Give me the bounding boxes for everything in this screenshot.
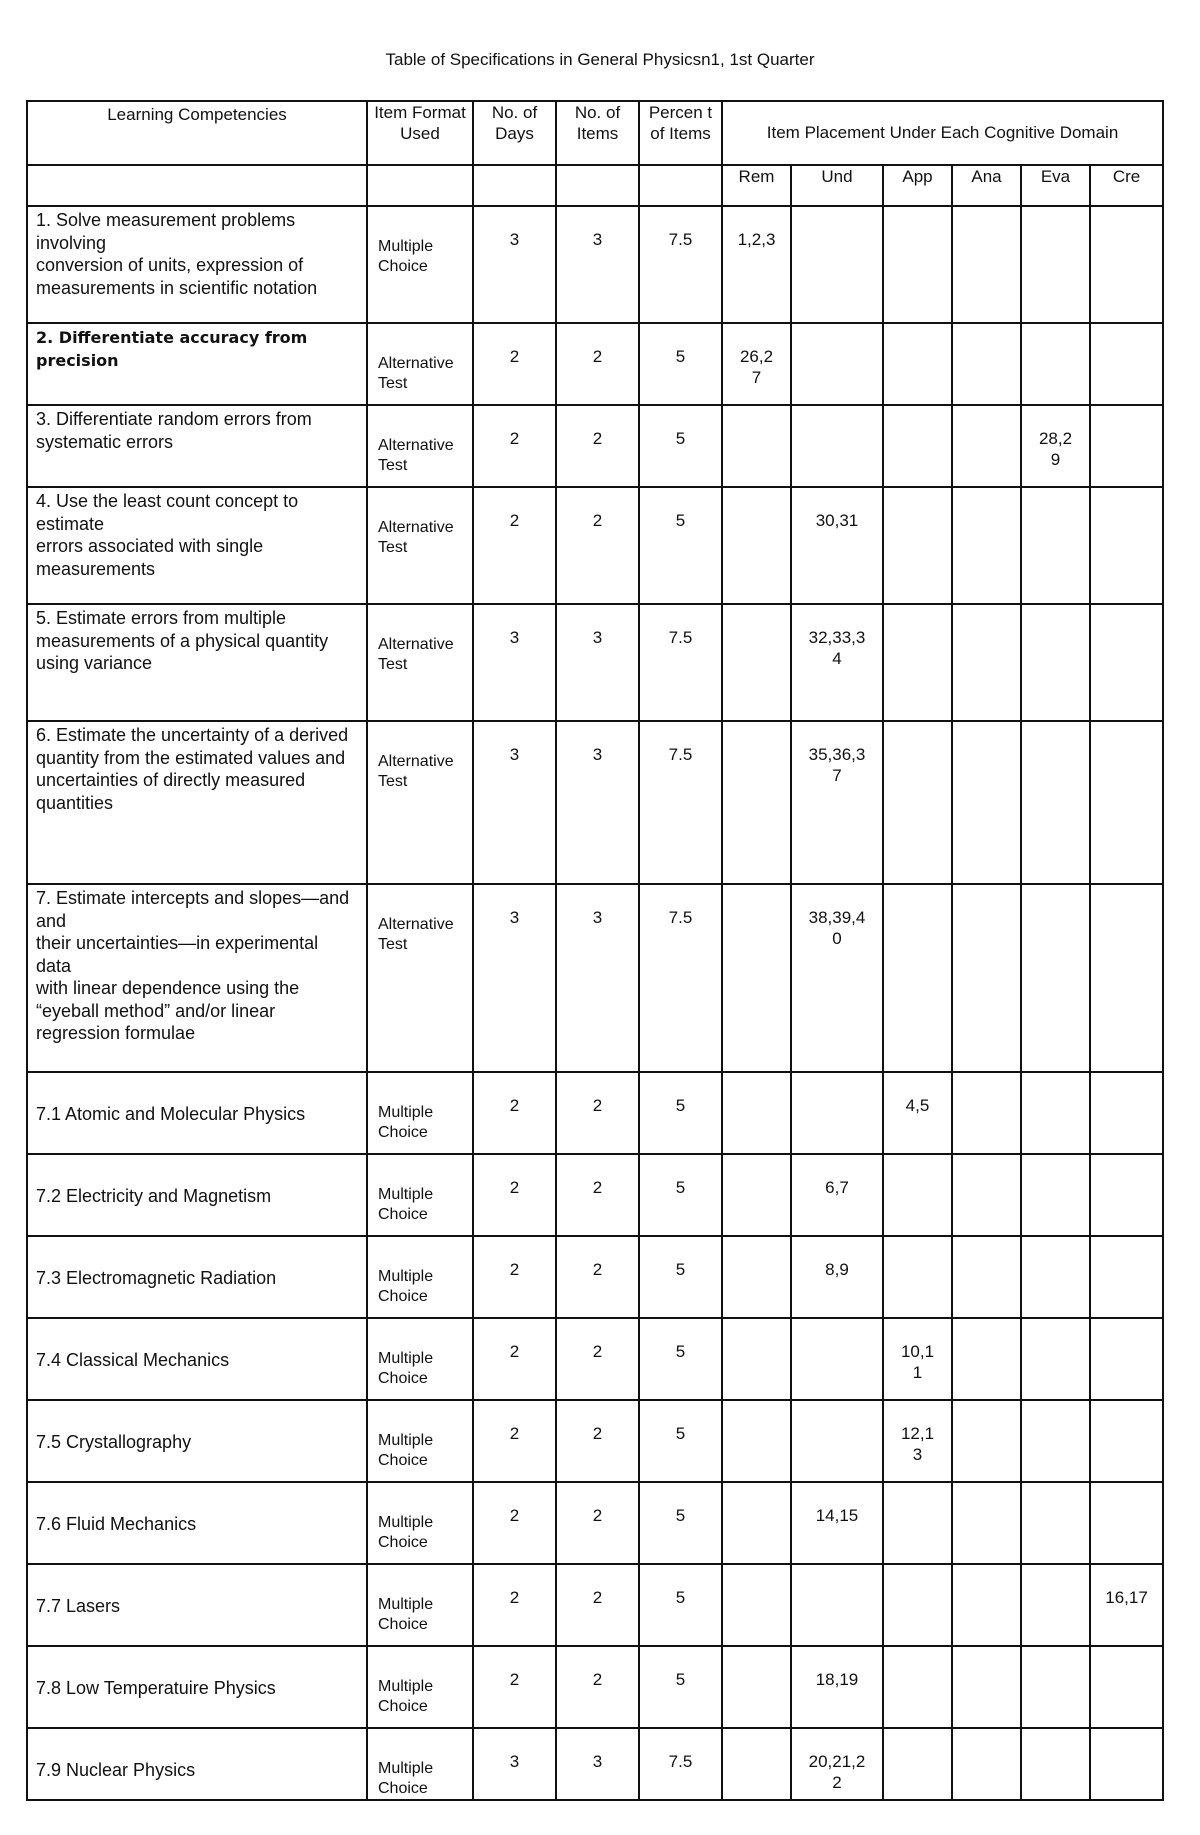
items-cell: 2 [556, 1564, 639, 1646]
competency-cell: 7.1 Atomic and Molecular Physics [27, 1072, 367, 1154]
header-placement: Item Placement Under Each Cognitive Domain [722, 101, 1163, 165]
competency-cell: 7.4 Classical Mechanics [27, 1318, 367, 1400]
days-cell: 2 [473, 1564, 556, 1646]
domain-cre: Cre [1090, 165, 1163, 206]
und-cell [791, 1072, 883, 1154]
cre-cell [1090, 1154, 1163, 1236]
cre-cell [1090, 1646, 1163, 1728]
competency-cell: 7.2 Electricity and Magnetism [27, 1154, 367, 1236]
ana-cell [952, 405, 1021, 487]
format-cell: Multiple Choice [367, 1154, 473, 1236]
eva-cell [1021, 487, 1090, 604]
table-row [27, 1072, 1163, 1154]
competency-text: 2. Differentiate accuracy from precision [36, 328, 308, 370]
app-cell [883, 884, 952, 1072]
percent-cell: 7.5 [639, 721, 722, 884]
items-cell: 2 [556, 323, 639, 405]
days-cell: 2 [473, 487, 556, 604]
und-cell [791, 323, 883, 405]
percent-cell: 5 [639, 405, 722, 487]
percent-cell: 5 [639, 1482, 722, 1564]
cre-cell [1090, 206, 1163, 323]
days-cell: 2 [473, 1482, 556, 1564]
app-cell [883, 405, 952, 487]
app-cell [883, 1236, 952, 1318]
ana-cell [952, 1400, 1021, 1482]
app-cell [883, 323, 952, 405]
cre-cell [1090, 1400, 1163, 1482]
rem-cell [722, 1318, 791, 1400]
app-cell [883, 1728, 952, 1800]
eva-cell [1021, 604, 1090, 721]
ana-cell [952, 604, 1021, 721]
table-row [27, 1318, 1163, 1400]
header-row [27, 101, 1163, 165]
eva-cell [1021, 1072, 1090, 1154]
days-cell: 3 [473, 721, 556, 884]
table-row [27, 1646, 1163, 1728]
format-cell: Multiple Choice [367, 1728, 473, 1800]
days-cell: 2 [473, 1400, 556, 1482]
competency-cell: 7.6 Fluid Mechanics [27, 1482, 367, 1564]
table-row [27, 721, 1163, 884]
domain-app: App [883, 165, 952, 206]
rem-cell [722, 884, 791, 1072]
und-cell [791, 1400, 883, 1482]
eva-cell [1021, 1482, 1090, 1564]
competency-cell: 7.7 Lasers [27, 1564, 367, 1646]
rem-cell [722, 1646, 791, 1728]
ana-cell [952, 1154, 1021, 1236]
table-row [27, 884, 1163, 1072]
rem-cell [722, 604, 791, 721]
percent-cell: 5 [639, 1564, 722, 1646]
rem-cell [722, 1072, 791, 1154]
competency-cell: 4. Use the least count concept to estimate errors associated with single measurements [27, 487, 367, 604]
header-days: No. of Days [473, 101, 556, 165]
und-cell [791, 1318, 883, 1400]
items-cell: 2 [556, 1236, 639, 1318]
items-cell: 2 [556, 1646, 639, 1728]
cre-cell [1090, 405, 1163, 487]
cre-cell [1090, 323, 1163, 405]
items-cell: 3 [556, 604, 639, 721]
format-cell: Alternative Test [367, 405, 473, 487]
percent-cell: 5 [639, 1072, 722, 1154]
cre-cell [1090, 487, 1163, 604]
app-cell [883, 1564, 952, 1646]
blank-cell [556, 165, 639, 206]
days-cell: 2 [473, 1318, 556, 1400]
cre-cell [1090, 1072, 1163, 1154]
rem-cell: 26,27 [722, 323, 791, 405]
competency-cell: 3. Differentiate random errors from systematic errors [27, 405, 367, 487]
rem-cell [722, 721, 791, 884]
percent-cell: 5 [639, 1400, 722, 1482]
page-title: Table of Specifications in General Physicsn1, 1st Quarter [385, 50, 815, 69]
competency-cell: 7. Estimate intercepts and slopes—and and their uncertainties—in experimental data with linear dependence using the “eyeball method” and/or linear regression formulae [27, 884, 367, 1072]
blank-cell [367, 165, 473, 206]
format-cell: Alternative Test [367, 884, 473, 1072]
eva-cell [1021, 323, 1090, 405]
und-cell: 20,21,22 [791, 1728, 883, 1800]
ana-cell [952, 1072, 1021, 1154]
competency-cell: 7.9 Nuclear Physics [27, 1728, 367, 1800]
ana-cell [952, 323, 1021, 405]
eva-cell [1021, 1318, 1090, 1400]
specifications-table [26, 100, 1164, 1801]
table-row [27, 1400, 1163, 1482]
format-cell: Multiple Choice [367, 1072, 473, 1154]
format-cell: Alternative Test [367, 323, 473, 405]
percent-cell: 5 [639, 1318, 722, 1400]
items-cell: 2 [556, 1154, 639, 1236]
und-cell: 30,31 [791, 487, 883, 604]
table-row [27, 206, 1163, 323]
days-cell: 2 [473, 323, 556, 405]
eva-cell [1021, 721, 1090, 884]
percent-cell: 5 [639, 323, 722, 405]
table-row [27, 487, 1163, 604]
percent-cell: 7.5 [639, 604, 722, 721]
table-row [27, 1482, 1163, 1564]
eva-cell: 28,29 [1021, 405, 1090, 487]
ana-cell [952, 884, 1021, 1072]
table-row [27, 405, 1163, 487]
items-cell: 2 [556, 405, 639, 487]
ana-cell [952, 1236, 1021, 1318]
ana-cell [952, 487, 1021, 604]
app-cell [883, 721, 952, 884]
eva-cell [1021, 1728, 1090, 1800]
items-cell: 3 [556, 206, 639, 323]
und-cell [791, 405, 883, 487]
percent-cell: 5 [639, 1154, 722, 1236]
format-cell: Multiple Choice [367, 1482, 473, 1564]
items-cell: 2 [556, 1318, 639, 1400]
header-format: Item Format Used [367, 101, 473, 165]
ana-cell [952, 1482, 1021, 1564]
days-cell: 2 [473, 1236, 556, 1318]
header-items: No. of Items [556, 101, 639, 165]
rem-cell [722, 405, 791, 487]
cre-cell [1090, 1318, 1163, 1400]
und-cell: 18,19 [791, 1646, 883, 1728]
und-cell: 6,7 [791, 1154, 883, 1236]
table-row [27, 323, 1163, 405]
app-cell [883, 1154, 952, 1236]
blank-cell [473, 165, 556, 206]
competency-cell: 7.8 Low Temperatuire Physics [27, 1646, 367, 1728]
cre-cell [1090, 1728, 1163, 1800]
table-row [27, 1154, 1163, 1236]
ana-cell [952, 206, 1021, 323]
cre-cell [1090, 604, 1163, 721]
app-cell [883, 604, 952, 721]
cre-cell [1090, 884, 1163, 1072]
format-cell: Multiple Choice [367, 1236, 473, 1318]
ana-cell [952, 1318, 1021, 1400]
eva-cell [1021, 1646, 1090, 1728]
cre-cell [1090, 721, 1163, 884]
cre-cell [1090, 1236, 1163, 1318]
eva-cell [1021, 884, 1090, 1072]
competency-cell: 5. Estimate errors from multiple measurements of a physical quantity using variance [27, 604, 367, 721]
rem-cell [722, 487, 791, 604]
competency-cell: 7.3 Electromagnetic Radiation [27, 1236, 367, 1318]
und-cell [791, 1564, 883, 1646]
percent-cell: 5 [639, 1236, 722, 1318]
domain-ana: Ana [952, 165, 1021, 206]
blank-cell [27, 165, 367, 206]
domain-eva: Eva [1021, 165, 1090, 206]
app-cell [883, 206, 952, 323]
percent-cell: 7.5 [639, 206, 722, 323]
und-cell: 38,39,40 [791, 884, 883, 1072]
cre-cell: 16,17 [1090, 1564, 1163, 1646]
header-competencies: Learning Competencies [27, 101, 367, 165]
format-cell: Multiple Choice [367, 206, 473, 323]
table-row [27, 1236, 1163, 1318]
days-cell: 3 [473, 604, 556, 721]
items-cell: 2 [556, 1072, 639, 1154]
app-cell: 4,5 [883, 1072, 952, 1154]
competency-cell [27, 323, 367, 405]
items-cell: 3 [556, 721, 639, 884]
und-cell: 32,33,34 [791, 604, 883, 721]
rem-cell [722, 1728, 791, 1800]
rem-cell [722, 1154, 791, 1236]
days-cell: 3 [473, 1728, 556, 1800]
percent-cell: 7.5 [639, 1728, 722, 1800]
ana-cell [952, 1646, 1021, 1728]
rem-cell [722, 1400, 791, 1482]
items-cell: 2 [556, 487, 639, 604]
days-cell: 3 [473, 206, 556, 323]
app-cell: 10,11 [883, 1318, 952, 1400]
app-cell [883, 1646, 952, 1728]
eva-cell [1021, 1400, 1090, 1482]
domain-header-row [27, 165, 1163, 206]
competency-cell: 1. Solve measurement problems involving conversion of units, expression of measurements in scientific notation [27, 206, 367, 323]
format-cell: Alternative Test [367, 487, 473, 604]
days-cell: 2 [473, 405, 556, 487]
percent-cell: 5 [639, 487, 722, 604]
format-cell: Multiple Choice [367, 1400, 473, 1482]
table-row [27, 1564, 1163, 1646]
app-cell [883, 487, 952, 604]
percent-cell: 5 [639, 1646, 722, 1728]
percent-cell: 7.5 [639, 884, 722, 1072]
und-cell: 35,36,37 [791, 721, 883, 884]
competency-cell: 6. Estimate the uncertainty of a derived quantity from the estimated values and uncertainties of directly measured quantities [27, 721, 367, 884]
days-cell: 2 [473, 1154, 556, 1236]
ana-cell [952, 1564, 1021, 1646]
und-cell: 14,15 [791, 1482, 883, 1564]
rem-cell [722, 1482, 791, 1564]
rem-cell [722, 1236, 791, 1318]
ana-cell [952, 721, 1021, 884]
days-cell: 2 [473, 1646, 556, 1728]
table-row [27, 1728, 1163, 1800]
und-cell: 8,9 [791, 1236, 883, 1318]
domain-und: Und [791, 165, 883, 206]
cre-cell [1090, 1482, 1163, 1564]
items-cell: 2 [556, 1400, 639, 1482]
competency-cell: 7.5 Crystallography [27, 1400, 367, 1482]
format-cell: Multiple Choice [367, 1646, 473, 1728]
app-cell [883, 1482, 952, 1564]
items-cell: 2 [556, 1482, 639, 1564]
days-cell: 2 [473, 1072, 556, 1154]
table-row [27, 604, 1163, 721]
und-cell [791, 206, 883, 323]
app-cell: 12,13 [883, 1400, 952, 1482]
items-cell: 3 [556, 884, 639, 1072]
format-cell: Multiple Choice [367, 1564, 473, 1646]
header-percent: Percen t of Items [639, 101, 722, 165]
blank-cell [639, 165, 722, 206]
domain-rem: Rem [722, 165, 791, 206]
eva-cell [1021, 1154, 1090, 1236]
rem-cell: 1,2,3 [722, 206, 791, 323]
format-cell: Alternative Test [367, 604, 473, 721]
eva-cell [1021, 1236, 1090, 1318]
eva-cell [1021, 206, 1090, 323]
days-cell: 3 [473, 884, 556, 1072]
format-cell: Multiple Choice [367, 1318, 473, 1400]
format-cell: Alternative Test [367, 721, 473, 884]
items-cell: 3 [556, 1728, 639, 1800]
rem-cell [722, 1564, 791, 1646]
ana-cell [952, 1728, 1021, 1800]
eva-cell [1021, 1564, 1090, 1646]
